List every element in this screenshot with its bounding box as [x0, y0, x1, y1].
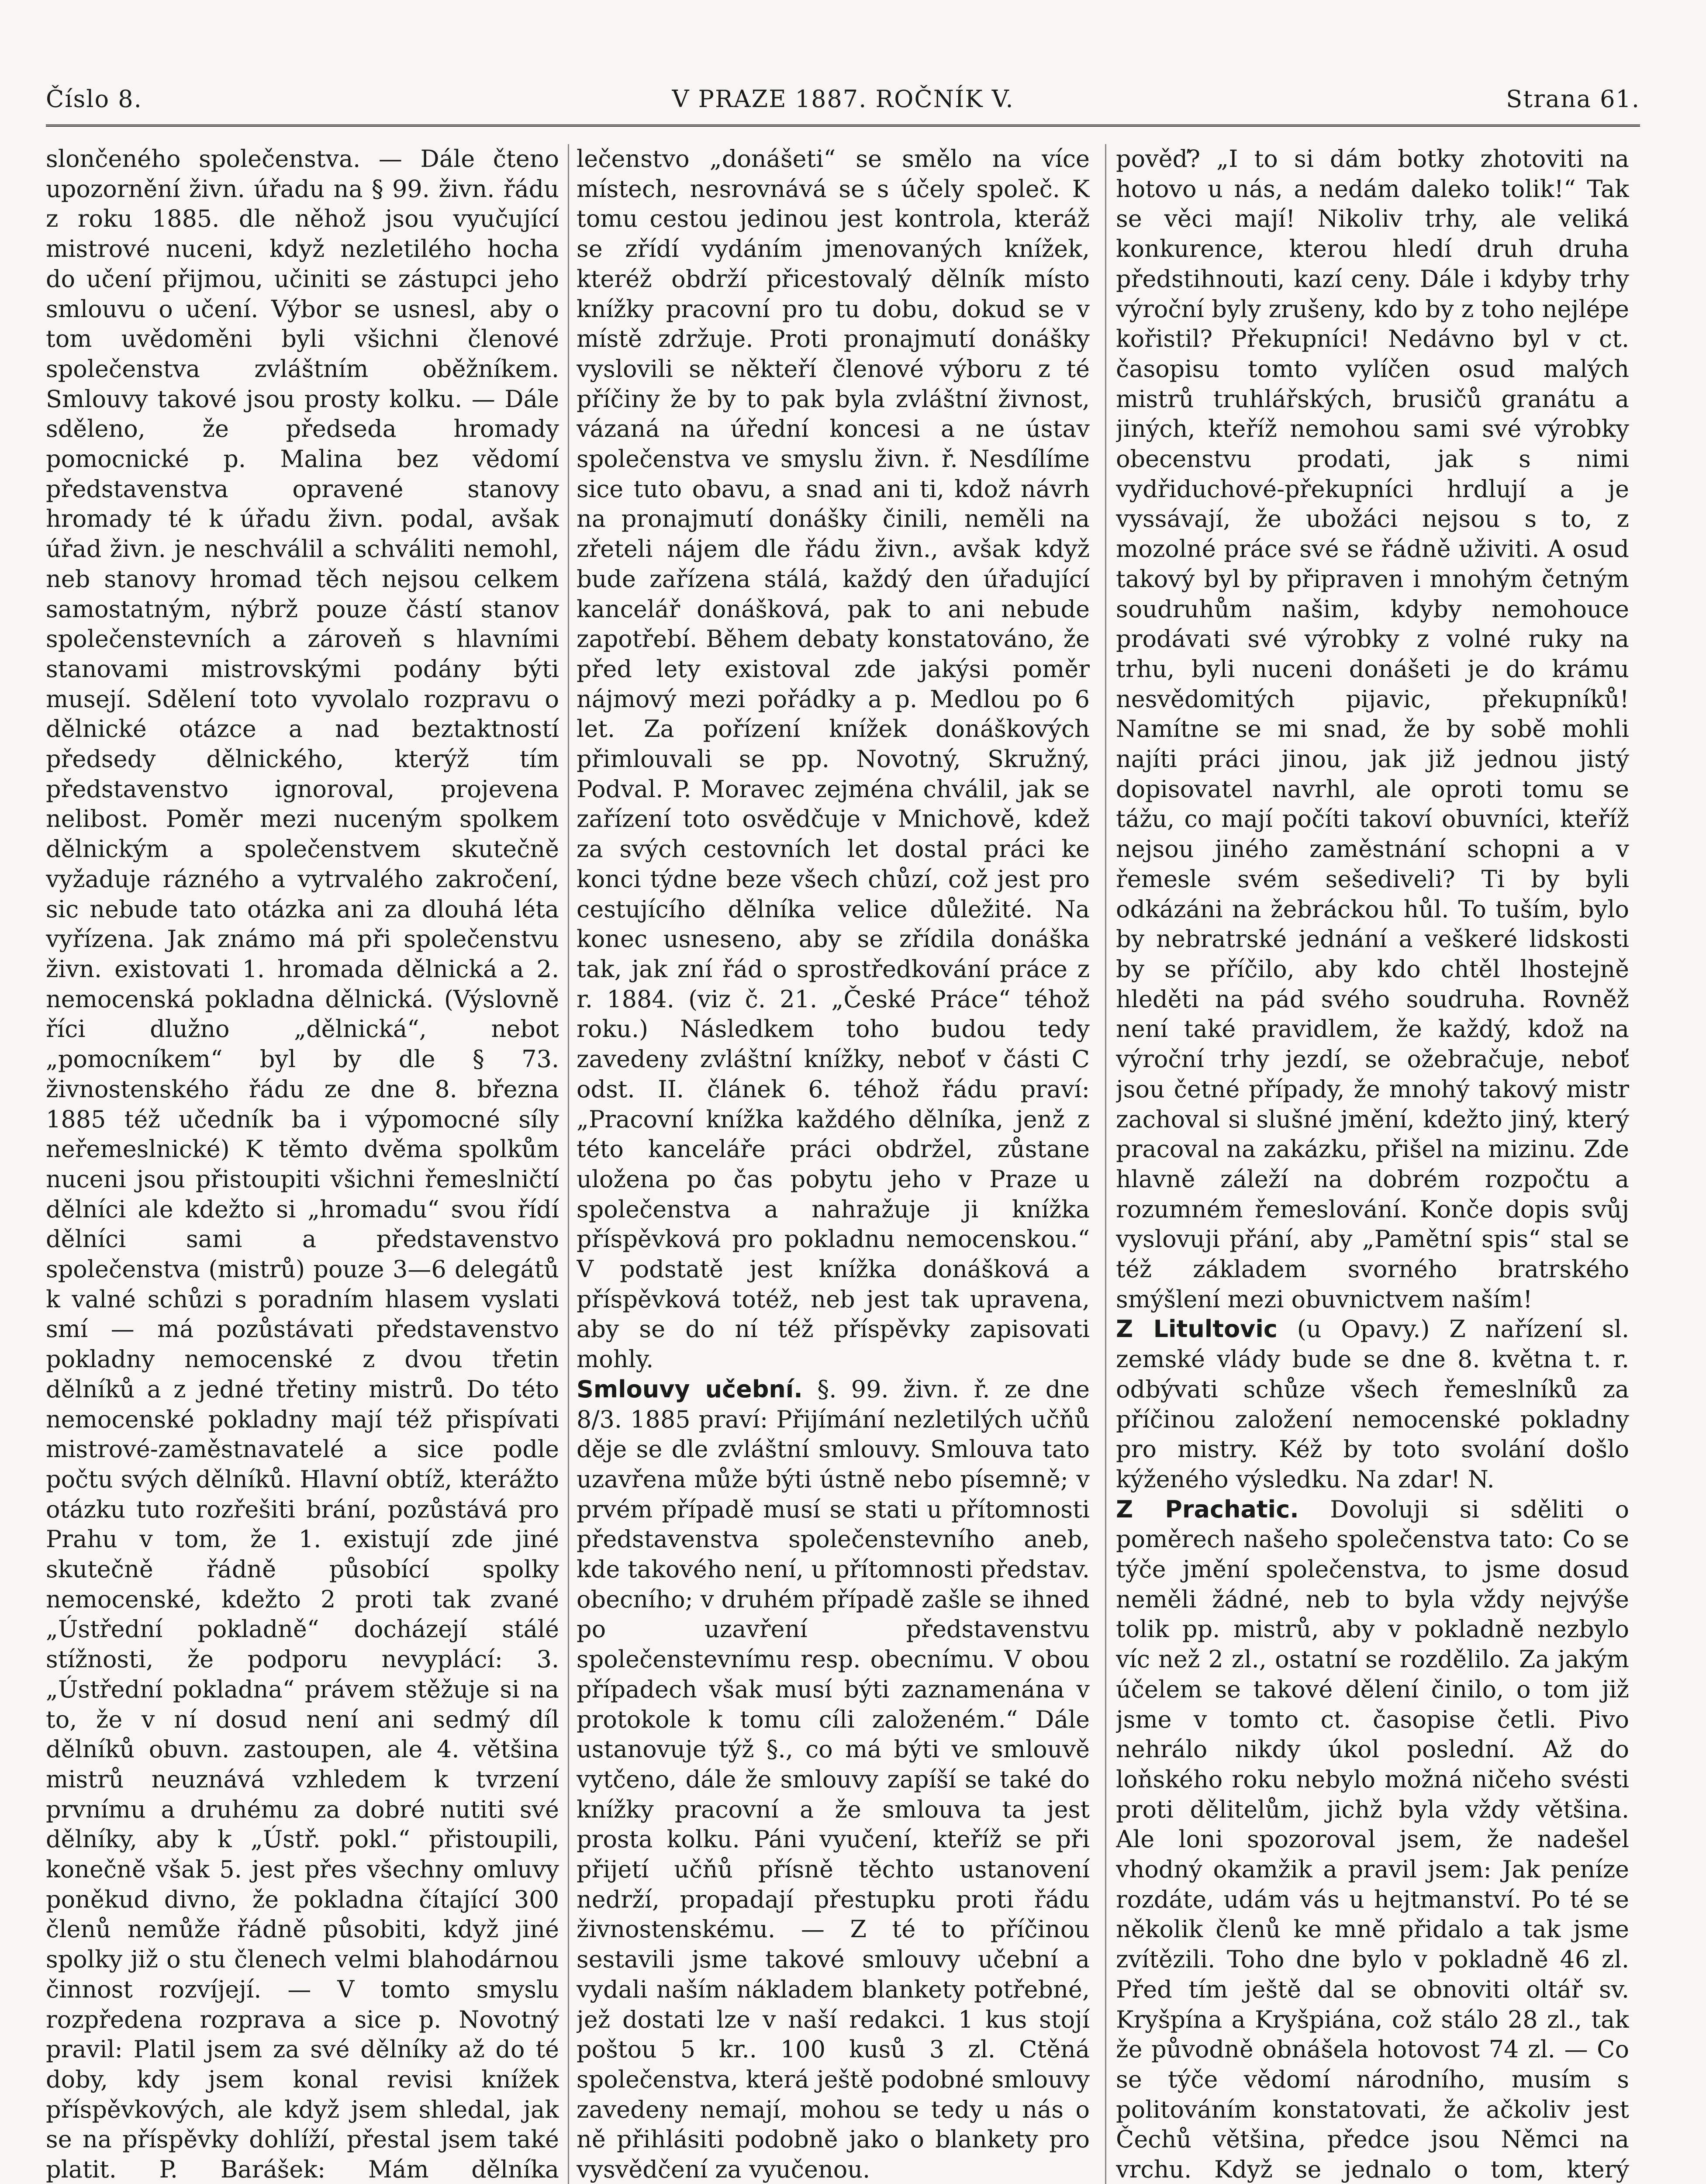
prachatic-heading: Z Prachatic.	[1116, 1495, 1299, 1523]
litultovic-heading: Z Litultovic	[1116, 1315, 1278, 1343]
smlouvy-ucebni-heading: Smlouvy učební.	[577, 1375, 803, 1403]
column-1-text: slončeného společenstva. — Dále čteno upozornění živn. úřadu na § 99. živn. řádu z roku 1885. dle něhož jsou vyučující mistrové nuceni, když nezletilého hocha do učení přijmou, učiniti se zástupci jeho smlouvu o učení. Výbor se usnesl, aby o tom uvědoměni byli všichni členové společenstva zvláštním oběžníkem. Smlouvy takové jsou prosty kolku. — Dále sděleno, že předseda hromady pomocnické p. Malina bez vědomí představenstva opravené stanovy hromady té k úřadu živn. podal, avšak úřad živn. je neschválil a schváliti nemohl, neb stanovy hromad těch nejsou celkem samostatným, nýbrž pouze částí stanov společenstevních a zároveň s hlavními stanovami mistrovskými podány býti musejí. Sdělení toto vyvolalo rozpravu o dělnické otázce a nad beztaktností předsedy dělnického, kterýž tím představenstvo ignoroval, projevena nelibost. Poměr mezi nuceným spolkem dělnickým a společenstvem skutečně vyžaduje rázného a vytrvalého zakročení, sic nebude tato otázka ani za dlouhá léta vyřízena. Jak známo má při společenstvu živn. existovati 1. hromada dělnická a 2. nemocenská pokladna dělnická. (Výslovně říci dlužno „dělnická“, nebot „pomocníkem“ byl by dle § 73. živnostenského řádu ze dne 8. března 1885 též učedník ba i výpomocné síly neřemeslnické) K těmto dvěma spolkům nuceni jsou přistoupiti všichni řemeslničtí dělníci ale kdežto si „hromadu“ svou řídí dělníci sami a představenstvo společenstva (mistrů) pouze 3—6 delegátů k valné schůzi s poradním hlasem vyslati smí — má pozůstávati představenstvo pokladny nemocenské z dvou třetin dělníků a z jedné třetiny mistrů. Do této nemocenské pokladny mají též přispívati mistrové-zaměstnavatelé a sice podle počtu svých dělníků. Hlavní obtíž, kterážto otázku tuto rozřešiti brání, pozůstává pro Prahu v tom, že 1. existují zde jiné skutečně řádně působící spolky nemocenské, kdežto 2 proti tak zvané „Ústřední pokladně“ docházejí stálé stížnosti, že podporu nevyplácí: 3. „Ústřední pokladna“ právem stěžuje si na to, že v ní dosud není ani sedmý díl dělníků obuvn. zastoupen, ale 4. většina mistrů neuznává vzhledem k tvrzení prvnímu a druhému za dobré nutiti své dělníky, aby k „Ústř. pokl.“ přistoupili, konečně však 5. jest přes všechny omluvy poněkud divno, že pokladna čítající 300 členů nemůže řádně působiti, když jiné spolky již o stu členech velmi blahodárnou činnost rozvíjejí. — V tomto smyslu rozpředena rozprava a sice p. Novotný pravil: Platil jsem za své dělníky až do té doby, kdy jsem konal revisi knížek příspěvkových, ale když jsem shledal, jak se na příspěvky dohlíží, přestal jsem také platit. P. Barášek: Mám dělníka	[46, 145, 559, 2184]
page-number: Strana 61.	[1506, 85, 1640, 113]
header-center: V PRAZE 1887. ROČNÍK V.	[672, 85, 1014, 113]
smlouvy-ucebni-text: §. 99. živn. ř. ze dne 8/3. 1885 praví: Přijímání nezletilých učňů děje se dle zvláštní smlouvy. Smlouva tato uzavřena může býti ústně nebo písemně; v prvém případě musí se stati u přítomnosti představenstva společenstevního aneb, kde takového není, u přítomnosti představ. obecního; v druhém případě zašle se ihned po uzavření představenstvu společenstevnímu resp. obecnímu. V obou případech však musí býti zaznamenána v protokole k tomu cíli založeném.“ Dále ustanovuje týž §., co má býti ve smlouvě vytčeno, dále že smlouvy zapíší se také do knížky pracovní a že smlouva ta jest prosta kolku. Páni vyučení, kteříž se při přijetí učňů přísně těchto ustanovení nedrží, propadají přestupku proti řádu živnostenskému. — Z té to příčinou sestavili jsme takové smlouvy učební a vydali naším nákladem blankety potřebné, jež dostati lze v naší redakci. 1 kus stojí poštou 5 kr.. 100 kusů 3 zl. Ctěná společenstva, která ještě podobné smlouvy zavedeny nemají, mohou se tedy u nás o ně přihlásiti podobně jako o blankety pro vysvědčení za vyučenou.	[577, 1375, 1090, 2184]
column-3-text-a: pověď? „I to si dám botky zhotoviti na hotovo u nás, a nedám daleko tolik!“ Tak se věci mají! Nikoliv trhy, ale veliká konkurence, kterou hledí druh druha předstihnouti, kazí ceny. Dále i kdyby trhy výroční byly zrušeny, kdo by z toho nejlépe kořistil? Překupníci! Nedávno byl v ct. časopisu tomto vylíčen osud malých mistrů truhlářských, brusičů granátu a jiných, kteříž nemohou sami své výrobky obecenstvu prodati, jak s nimi vydřiduchové-překupníci hrdlují a je vyssávají, že ubožáci nejsou s to, z mozolné práce své se řádně uživiti. A osud takový byl by připraven i mnohým četným soudruhům našim, kdyby nemohouce prodávati své výrobky z volné ruky na trhu, byli nuceni donášeti je do krámu nesvědomitých pijavic, překupníků! Namítne se mi snad, že by sobě mohli najíti práci jinou, jak již jednou jistý dopisovatel navrhl, ale oproti tomu se tážu, co mají počíti takoví obuvníci, kteříž nejsou jiného zaměstnání schopni a v řemesle svém sešediveli? Ti by byli odkázáni na žebráckou hůl. To tuším, bylo by nebratrské jednání a veškeré lidskosti by se příčilo, aby kdo chtěl lhostejně hleděti na pád svého soudruha. Rovněž není také pravidlem, že každý, kdož na výroční trhy jezdí, se ožebračuje, neboť jsou četné případy, že mnohý takový mistr zachoval si slušné jmění, kdežto jiný, který pracoval na zakázku, přišel na mizinu. Zde hlavně záleží na dobrém rozpočtu a rozumném řemeslování. Konče dopis svůj vyslovuji přání, aby „Pamětní spis“ stal se též základem svorného bratrského smýšlení mezi obuvnictvem naším!	[1116, 145, 1629, 1313]
column-2	[577, 144, 1090, 2184]
column-3	[1116, 144, 1629, 2184]
prachatic-text: Dovoluji si sděliti o poměrech našeho společenstva tato: Co se týče jmění společenstva, to jsme dosud neměli žádné, neb to byla vždy nejvýše tolik pp. mistrů, aby v pokladně nezbylo víc než 2 zl., ostatní se rozdělilo. Za jakým účelem se takové dělení činilo, o tom již jsme v tomto ct. časopise četli. Pivo nehrálo nikdy úkol poslední. Až do loňského roku nebylo možná ničeho svésti proti dělitelům, jichž byla vždy většina. Ale loni spozoroval jsem, že nadešel vhodný okamžik a pravil jsem: Jak peníze rozdáte, udám vás u hejtmanství. Po té se několik členů ke mně přidalo a tak jsme zvítězili. Toho dne bylo v pokladně 46 zl. Před tím ještě dal se obnoviti oltář sv. Kryšpína a Kryšpiána, což stálo 28 zl., tak že původně obnášela hotovost 74 zl. — Co se týče vědomí národního, musím s politováním konstatovati, že ačkoliv jest Čechů většina, předce jsou Němci na vrchu. Když se jednalo o tom, který	[1116, 1495, 1629, 2184]
header-rule	[46, 124, 1640, 127]
issue-number: Číslo 8.	[46, 85, 142, 113]
column-separator	[568, 144, 569, 2184]
page-header	[46, 85, 1640, 124]
column-1	[46, 144, 559, 2184]
column-2-text-a: lečenstvo „donášeti“ se smělo na více místech, nesrovnává se s účely společ. K tomu cestou jedinou jest kontrola, kteráž se zřídí vydáním jmenovaných knížek, kteréž obdrží přicestovalý dělník místo knížky pracovní pro tu dobu, dokud se v místě zdržuje. Proti pronajmutí donášky vyslovili se někteří členové výboru z té příčiny že by to pak byla zvláštní živnost, vázaná na úřední koncesi a ne ústav společenstva ve smyslu živn. ř. Nesdílíme sice tuto obavu, a snad ani ti, kdož návrh na pronajmutí donášky činili, neměli na zřeteli nájem dle řádu živn., avšak když bude zařízena stálá, každý den úřadující kancelář donášková, pak to ani nebude zapotřebí. Během debaty konstatováno, že před lety existoval zde jakýsi poměr nájmový mezi pořádky a p. Medlou po 6 let. Za pořízení knížek donáškových přimlouvali se pp. Novotný, Skružný, Podval. P. Moravec zejména chválil, jak se zařízení toto osvědčuje v Mnichově, kdež za svých cestovních let dostal práci ke konci týdne beze všech chůzí, což jest pro cestujícího dělníka velice důležité. Na konec usneseno, aby se zřídila donáška tak, jak zní řád o sprostředkování práce z r. 1884. (viz č. 21. „České Práce“ téhož roku.) Následkem toho budou tedy zavedeny zvláštní knížky, neboť v části C odst. II. článek 6. téhož řádu praví: „Pracovní knížka každého dělníka, jenž z této kanceláře práci obdržel, zůstane uložena po čas pobytu jeho v Praze u společenstva a nahražuje ji knížka příspěvková pro pokladnu nemocenskou.“ V podstatě jest knížka donášková a příspěvková totéž, neb jest tak upravena, aby se do ní též příspěvky zapisovati mohly.	[577, 145, 1090, 1373]
litultovic-text: (u Opavy.) Z nařízení sl. zemské vlády bude se dne 8. května t. r. odbývati schůze všech řemeslníků za příčinou založení nemocenské pokladny pro mistry. Kéž by toto svolání došlo kýženého výsledku. Na zdar! N.	[1116, 1315, 1629, 1493]
column-separator	[1105, 144, 1106, 2184]
